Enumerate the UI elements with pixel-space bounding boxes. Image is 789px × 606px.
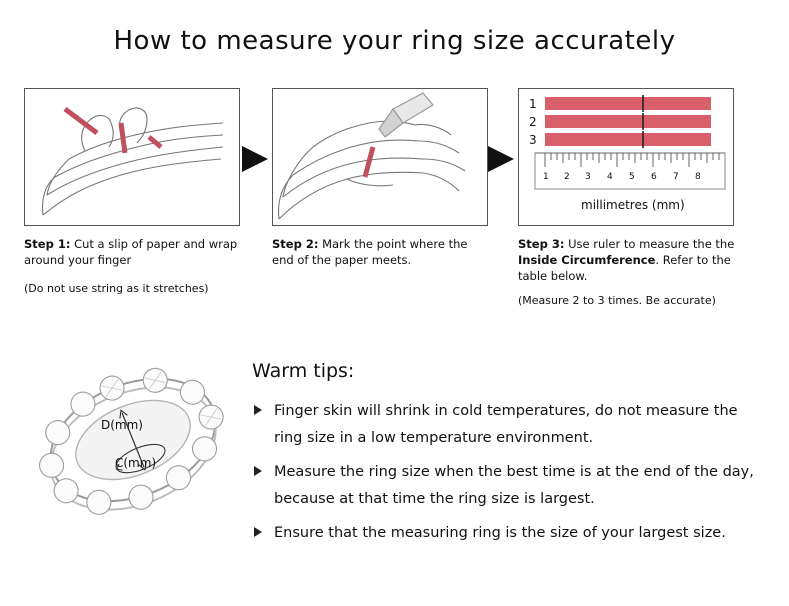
svg-text:8: 8 (695, 172, 701, 182)
step-1-label: Step 1: (24, 237, 71, 251)
step-3-illustration (518, 88, 734, 226)
warm-tip-text-2: Measure the ring size when the best time is at the end of the day, because at that time the ring size is largest. (274, 464, 754, 507)
ruler-measuring-strips-drawing (519, 89, 733, 225)
svg-text:millimetres (mm): millimetres (mm) (581, 198, 685, 212)
svg-text:4: 4 (607, 172, 613, 182)
step-2-text: Mark the point where the end of the paper meets. (272, 237, 468, 267)
step-1-text: Cut a slip of paper and wrap around your finger (24, 237, 238, 267)
arrow-icon-1 (242, 146, 268, 172)
warm-tip-item-1 (252, 398, 762, 452)
svg-text:6: 6 (651, 172, 657, 182)
step-2-illustration (272, 88, 488, 226)
steps-row (18, 88, 773, 338)
warm-tip-item-3 (252, 520, 762, 547)
step-1-note: (Do not use string as it stretches) (24, 282, 209, 295)
warm-tips-heading: Warm tips: (252, 360, 355, 382)
ring-diameter-label: D(mm) (101, 418, 143, 432)
eternity-ring-diagram (18, 345, 248, 535)
ring-illustration (18, 345, 248, 535)
step-2-label: Step 2: (272, 237, 319, 251)
hand-marking-paper-drawing (273, 89, 487, 225)
hand-with-paper-strip-drawing (25, 89, 239, 225)
step-1-caption (24, 236, 242, 268)
svg-text:1: 1 (543, 172, 549, 182)
bullet-icon (254, 527, 262, 537)
step-1 (24, 88, 242, 295)
svg-text:3: 3 (529, 133, 537, 147)
step-2 (272, 88, 490, 268)
svg-text:3: 3 (585, 172, 591, 182)
warm-tip-text-3: Ensure that the measuring ring is the size of your largest size. (274, 525, 726, 541)
bullet-icon (254, 405, 262, 415)
svg-text:2: 2 (564, 172, 570, 182)
ring-circumference-label: C(mm) (115, 456, 157, 470)
svg-text:1: 1 (529, 97, 537, 111)
warm-tips-section (252, 360, 762, 554)
step-3-text: Use ruler to measure the the (564, 237, 735, 251)
page-title: How to measure your ring size accurately (113, 26, 676, 56)
step-1-illustration (24, 88, 240, 226)
step-3-text-bold: Inside Circumference (518, 253, 656, 267)
step-3-note: (Measure 2 to 3 times. Be accurate) (518, 294, 716, 307)
step-3-caption (518, 236, 736, 284)
step-3-label: Step 3: (518, 237, 565, 251)
step-2-caption (272, 236, 490, 268)
warm-tip-item-2 (252, 459, 762, 513)
svg-text:5: 5 (629, 172, 635, 182)
step-3 (518, 88, 736, 307)
bullet-icon (254, 466, 262, 476)
warm-tip-text-1: Finger skin will shrink in cold temperatures, do not measure the ring size in a low temperature environment. (274, 403, 738, 446)
arrow-icon-2 (488, 146, 514, 172)
step-3-text-after: . Refer to the table below. (518, 253, 731, 283)
svg-text:2: 2 (529, 115, 537, 129)
svg-text:7: 7 (673, 172, 679, 182)
